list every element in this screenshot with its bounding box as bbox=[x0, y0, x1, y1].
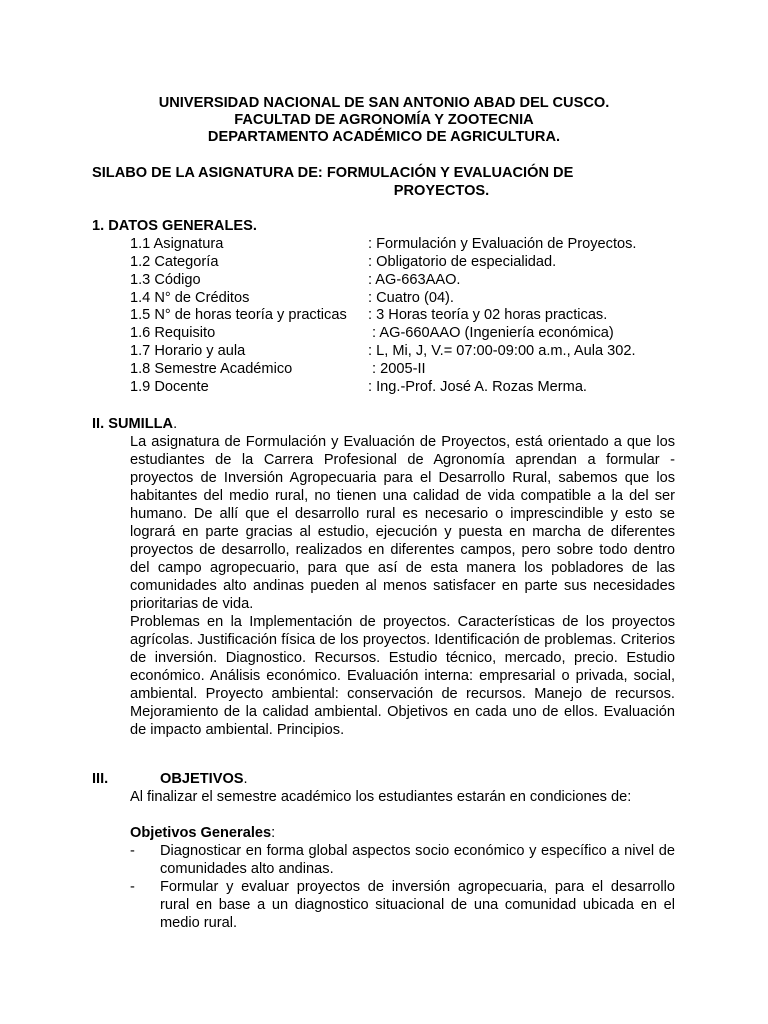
section-number-iii: III. bbox=[92, 771, 109, 787]
department-name: DEPARTAMENTO ACADÉMICO DE AGRICULTURA. bbox=[207, 129, 561, 145]
objective-text: Diagnosticar en forma global aspectos socio económico y específico a nivel de comunidades alto andinas. bbox=[160, 843, 675, 877]
field-label: 1.1 Asignatura bbox=[130, 236, 224, 252]
field-value: : 2005-II bbox=[368, 361, 426, 377]
list-item bbox=[130, 842, 675, 878]
sumilla-paragraph-2: Problemas en la Implementación de proyectos. Características de los proyectos agrícolas. Justificación física de los proyectos. Identificación de problemas. Criterios de inversión. Diagnostico. Recursos. Estudio técnico, mercado, precio. Estudio económico. Análisis económico. Evaluación interna: empresarial o privada, social, ambiental. Proyecto ambiental: conservación de recursos. Manejo de recursos. Mejoramiento de la calidad ambiental. Objetivos en cada uno de ellos. Evaluación de impacto ambiental. Principios. bbox=[130, 614, 675, 738]
field-value: : L, Mi, J, V.= 07:00-09:00 a.m., Aula 302. bbox=[368, 343, 636, 359]
field-label: 1.8 Semestre Académico bbox=[130, 361, 293, 377]
university-name: UNIVERSIDAD NACIONAL DE SAN ANTONIO ABAD DEL CUSCO. bbox=[158, 95, 610, 111]
objetivos-intro: Al finalizar el semestre académico los estudiantes estarán en condiciones de: bbox=[130, 789, 632, 805]
field-label: 1.6 Requisito bbox=[130, 325, 216, 341]
list-item bbox=[130, 878, 675, 932]
field-value: : Formulación y Evaluación de Proyectos. bbox=[368, 236, 637, 252]
sumilla-body bbox=[130, 433, 675, 739]
field-value: : AG-663AAO. bbox=[368, 272, 461, 288]
field-label: 1.9 Docente bbox=[130, 379, 209, 395]
field-value: : Cuatro (04). bbox=[368, 290, 454, 306]
field-label: 1.5 N° de horas teoría y practicas bbox=[130, 307, 347, 323]
field-value: : Ing.-Prof. José A. Rozas Merma. bbox=[368, 379, 587, 395]
section-heading-objetivos: OBJETIVOS. bbox=[160, 771, 248, 787]
objective-text: Formular y evaluar proyectos de inversión agropecuaria, para el desarrollo rural en base a un diagnostico situacional de una comunidad ubicada en el medio rural. bbox=[160, 879, 675, 931]
field-value: : AG-660AAO (Ingeniería económica) bbox=[368, 325, 614, 341]
field-label: 1.4 N° de Créditos bbox=[130, 290, 250, 306]
field-value: : Obligatorio de especialidad. bbox=[368, 254, 557, 270]
section-heading-datos-generales: 1. DATOS GENERALES. bbox=[92, 218, 257, 234]
field-label: 1.7 Horario y aula bbox=[130, 343, 246, 359]
section-heading-sumilla: II. SUMILLA. bbox=[92, 416, 178, 432]
syllabus-title: SILABO DE LA ASIGNATURA DE: FORMULACIÓN Y EVALUACIÓN DE bbox=[92, 165, 574, 181]
faculty-name: FACULTAD DE AGRONOMÍA Y ZOOTECNIA bbox=[234, 112, 534, 128]
bullet-marker: - bbox=[130, 879, 135, 895]
field-label: 1.2 Categoría bbox=[130, 254, 219, 270]
bullet-marker: - bbox=[130, 843, 135, 859]
objetivos-generales-heading: Objetivos Generales: bbox=[130, 825, 276, 841]
field-value: : 3 Horas teoría y 02 horas practicas. bbox=[368, 307, 608, 323]
field-label: 1.3 Código bbox=[130, 272, 201, 288]
sumilla-paragraph-1: La asignatura de Formulación y Evaluación de Proyectos, está orientado a que los estudiantes de la Carrera Profesional de Agronomía aprendan a formular - proyectos de Inversión Agropecuaria para el Desarrollo Rural, sabemos que los habitantes del medio rural, no tienen una calidad de vida compatible a la del ser humano. De allí que el desarrollo rural es necesario o imprescindible y esto se logrará en parte gracias al estudio, ejecución y puesta en marcha de diferentes proyectos de desarrollo, realizados en diferentes campos, pero sobre todo dentro del campo agropecuario, para que así de esta manera los pobladores de las comunidades alto andinas pueden al menos satisfacer en parte sus necesidades prioritarias de vida. bbox=[130, 434, 675, 612]
syllabus-title-cont: PROYECTOS. bbox=[393, 183, 490, 199]
